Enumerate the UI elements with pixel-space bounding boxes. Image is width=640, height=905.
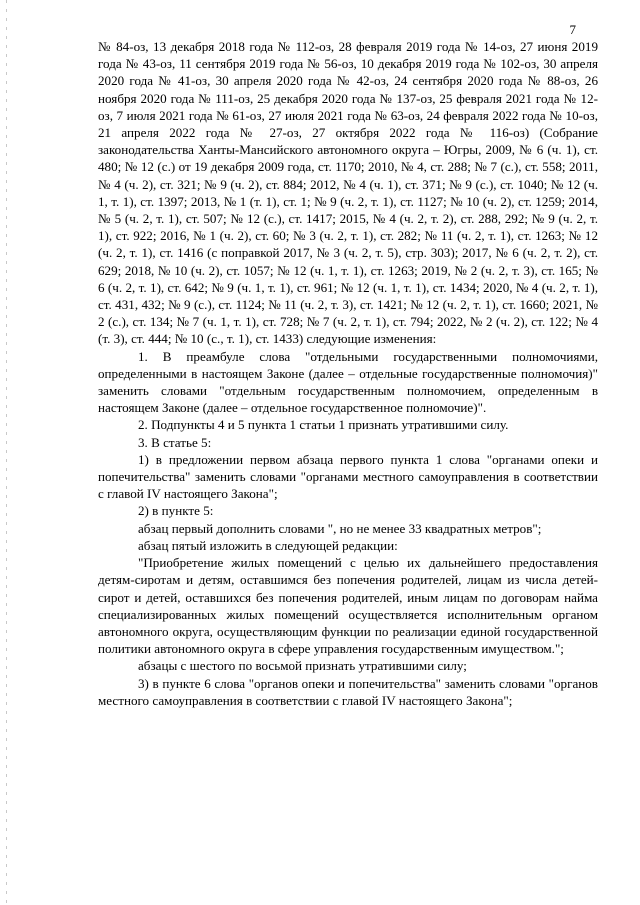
paragraph-item-2: 2. Подпункты 4 и 5 пункта 1 статьи 1 признать утратившими силу.: [138, 417, 509, 433]
paragraph-amended-law-citation: № 84-оз, 13 декабря 2018 года № 112-оз, 28 февраля 2019 года № 14-оз, 27 июня 2019 года № 43-оз, 11 сентября 2019 года № 56-оз, 10 декабря 2019 года № 102-оз, 30 апреля 2020 года № 41-оз, 30 апреля 2020 года № 42-оз, 24 сентября 2020 года № 88-оз, 26 ноября 2020 года № 111-оз, 25 декабря 2020 года № 137-оз, 25 февраля 2021 года № 12-оз, 7 июля 2021 года № 61-оз, 27 июля 2021 года № 63-оз, 24 февраля 2022 года № 10-оз, 21 апреля 2022 года № 27-оз, 27 октября 2022 года № 116-оз) (Собрание законодательства Ханты-Мансийского автономного округа – Югры, 2009, № 6 (ч. 1), ст. 480; № 12 (с.) от 19 декабря 2009 года, ст. 1170; 2010, № 4, ст. 288; № 7 (с.), ст. 558; 2011, № 4 (ч. 2), ст. 321; № 9 (ч. 2), ст. 884; 2012, № 4 (ч. 1), ст. 371; № 9 (с.), ст. 1040; № 12 (ч. 1, т. 1), ст. 1397; 2013, № 1 (т. 1), ст. 1; № 9 (ч. 2, т. 1), ст. 1127; № 10 (ч. 2), ст. 1259; 2014, № 5 (ч. 2, т. 1), ст. 507; № 12 (с.), ст. 1417; 2015, № 4 (ч. 2, т. 2), ст. 288, 292; № 9 (ч. 2, т. 1), ст. 922; 2016, № 1 (ч. 2), ст. 60; № 3 (ч. 2, т. 1), ст. 282; № 11 (ч. 2, т. 1), ст. 1263; № 12 (ч. 2, т. 1), ст. 1416 (с поправкой 2017, № 3 (ч. 2, т. 5), стр. 303); 2017, № 6 (ч. 2, т. 2), ст. 629; 2018, № 10 (ч. 2), ст. 1057; № 12 (ч. 1, т. 1), ст. 1263; 2019, № 2 (ч. 2, т. 3), ст. 165; № 6 (ч. 2, т. 1), ст. 642; № 9 (ч. 1, т. 1), ст. 961; № 12 (ч. 1, т. 1), ст. 1434; 2020, № 4 (ч. 2, т. 1), ст. 431, 432; № 9 (с.), ст. 1124; № 11 (ч. 2, т. 3), ст. 1421; № 12 (ч. 2, т. 1), ст. 1660; 2021, № 2 (с.), ст. 134; № 7 (ч. 1, т. 1), ст. 728; № 7 (ч. 2, т. 1), ст. 794; 2022, № 2 (ч. 2), ст. 122; № 4 (т. 3), ст. 444; № 10 (с., т. 1), ст. 1433) следующие изменения:: [98, 39, 598, 347]
scan-edge-marks: [6, 0, 7, 905]
paragraph-item-1-preamble: 1. В преамбуле слова "отдельными государственными полномочиями, определенными в настоящем Законе (далее – отдельные государственные полномочия)" заменить словами "отдельным государственным полномочием, определенным в настоящем Законе (далее – отдельное государственное полномочие)".: [98, 348, 598, 416]
page-number: 7: [569, 22, 576, 37]
paragraph-quoted-new-text: "Приобретение жилых помещений с целью их дальнейшего предоставления детям-сиротам и детям, оставшимся без попечения родителей, лицам из числа детей-сирот и детей, оставшихся без попечения родителей, иным лицам по договорам найма специализированных жилых помещений осуществляется исполнительным органом автономного округа, осуществляющим функции по реализации единой государственной политики автономного округа в сфере управления государственным имуществом.";: [98, 555, 598, 657]
paragraph-subitem-2: 2) в пункте 5:: [138, 503, 214, 519]
document-body: [98, 38, 598, 709]
paragraph-subitem-3: 3) в пункте 6 слова "органов опеки и попечительства" заменить словами "органов местного самоуправления в соответствии с главой IV настоящего Закона";: [98, 675, 598, 708]
paragraph-abzac-first: абзац первый дополнить словами ", но не менее 33 квадратных метров";: [138, 520, 542, 536]
paragraph-item-3-heading: 3. В статье 5:: [138, 434, 212, 450]
paragraph-abzacs-repealed: абзацы с шестого по восьмой признать утратившими силу;: [138, 658, 467, 674]
paragraph-subitem-1: 1) в предложении первом абзаца первого пункта 1 слова "органами опеки и попечительства" заменить словами "органами местного самоуправления в соответствии с главой IV настоящего Закона";: [98, 451, 598, 502]
paragraph-abzac-fifth: абзац пятый изложить в следующей редакции:: [138, 537, 398, 553]
